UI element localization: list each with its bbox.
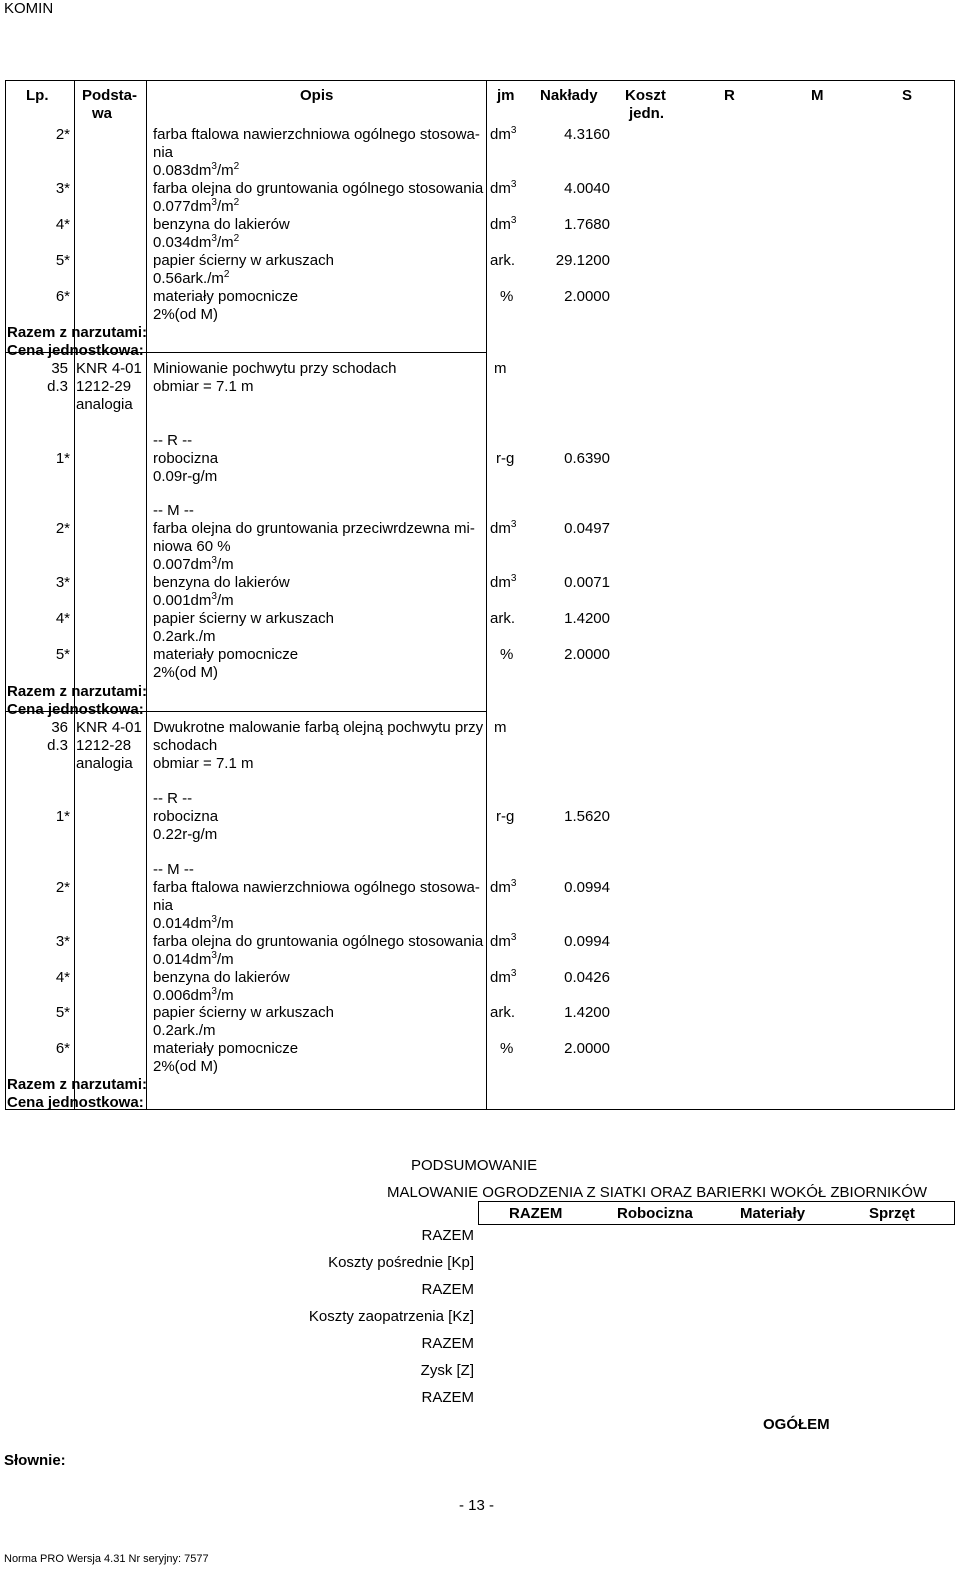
summary-title: PODSUMOWANIE [411,1157,538,1174]
position-number: 36 [51,719,68,736]
quantity: 0.0426 [564,969,610,986]
item-desc: farba ftalowa nawierzchniowa ogólnego stosowa- [153,879,480,896]
position-d: d.3 [47,378,68,395]
unit: $dm^3$ [490,179,517,197]
item-desc: benzyna do lakierów [153,969,290,986]
item-norm: $0.034dm^3/m^2$ [153,233,240,251]
razem-label: Razem z narzutami: [7,324,148,341]
lp: 4* [55,216,70,233]
item-desc-cont: nia [153,144,174,161]
quantity: 0.0994 [564,933,610,950]
item-desc: materiały pomocnicze [153,288,299,305]
summary-line: RAZEM [421,1281,474,1298]
summary-col-razem: RAZEM [509,1205,563,1222]
lp: 1* [55,450,70,467]
header-koszt: Koszt [625,87,666,104]
item-desc: farba olejna do gruntowania ogólnego stosowania [153,180,484,197]
razem-label: Razem z narzutami: [7,683,148,700]
lp: 5* [55,646,70,663]
header-opis: Opis [300,87,334,104]
lp: 1* [55,808,70,825]
summary-line: Zysk [Z] [420,1362,474,1379]
quantity: 2.0000 [564,288,610,305]
unit: $dm^3$ [490,878,517,896]
cena-label: Cena jednostkowa: [7,701,144,718]
item-desc: papier ścierny w arkuszach [153,252,334,269]
summary-col-materialy: Materiały [740,1205,806,1222]
unit: m [494,719,507,736]
unit: $dm^3$ [490,573,517,591]
lp: 6* [55,288,70,305]
section-r: -- R -- [153,432,193,449]
lp: 5* [55,1004,70,1021]
col-divider [486,81,487,1109]
knr-number: 1212-28 [76,737,132,754]
item-desc: robocizna [153,808,219,825]
item-norm: $0.083dm^3/m^2$ [153,161,240,179]
quantity: 2.0000 [564,1040,610,1057]
item-desc: robocizna [153,450,219,467]
lp: 2* [55,126,70,143]
item-norm: 0.22r-g/m [153,826,218,843]
header-koszt-2: jedn. [629,105,665,122]
summary-line: Koszty pośrednie [Kp] [328,1254,474,1271]
razem-label: Razem z narzutami: [7,1076,148,1093]
header-m: M [811,87,824,104]
header-r: R [724,87,735,104]
obmiar: obmiar = 7.1 m [153,378,254,395]
header-s: S [902,87,913,104]
item-norm: $0.014dm^3/m$ [153,914,234,932]
unit: % [500,646,514,663]
col-divider [74,81,75,1109]
header-jm: jm [497,87,515,104]
item-norm: 0.2ark./m [153,628,216,645]
quantity: 4.0040 [564,180,610,197]
item-norm: $0.007dm^3/m$ [153,555,234,573]
item-desc-cont: niowa 60 % [153,538,231,555]
summary-subtitle: MALOWANIE OGRODZENIA Z SIATKI ORAZ BARIERKI WOKÓŁ ZBIORNIKÓW [387,1184,928,1201]
item-desc: farba olejna do gruntowania przeciwrdzewna mi- [153,520,475,537]
lp: 4* [55,610,70,627]
item-norm: $0.006dm^3/m$ [153,986,234,1004]
item-norm: 2%(od M) [153,664,219,681]
unit: $dm^3$ [490,968,517,986]
item-desc: benzyna do lakierów [153,216,290,233]
unit: ark. [490,610,516,627]
item-desc: farba olejna do gruntowania ogólnego stosowania [153,933,484,950]
quantity: 0.0071 [564,574,610,591]
cena-label: Cena jednostkowa: [7,1094,144,1111]
footer-software: Norma PRO Wersja 4.31 Nr seryjny: 7577 [4,1553,209,1565]
knr-analogia: analogia [76,396,133,413]
unit: r-g [496,450,515,467]
position-desc-cont: schodach [153,737,218,754]
cost-table [5,80,955,1110]
item-desc: papier ścierny w arkuszach [153,1004,334,1021]
position-desc: Miniowanie pochwytu przy schodach [153,360,397,377]
section-r: -- R -- [153,790,193,807]
unit: $dm^3$ [490,519,517,537]
quantity: 0.6390 [564,450,610,467]
section-m: -- M -- [153,861,194,878]
quantity: 1.4200 [564,610,610,627]
quantity: 4.3160 [564,126,610,143]
quantity: 29.1200 [555,252,610,269]
summary-line: RAZEM [421,1335,474,1352]
lp: 5* [55,252,70,269]
unit: ark. [490,1004,516,1021]
knr-number: 1212-29 [76,378,132,395]
item-desc: materiały pomocnicze [153,1040,299,1057]
item-norm: 0.2ark./m [153,1022,216,1039]
item-norm: $0.001dm^3/m$ [153,591,234,609]
summary-line: Koszty zaopatrzenia [Kz] [308,1308,474,1325]
item-norm: 2%(od M) [153,1058,219,1075]
item-desc-cont: nia [153,897,174,914]
quantity: 0.0497 [564,520,610,537]
lp: 3* [55,933,70,950]
quantity: 1.4200 [564,1004,610,1021]
item-desc: papier ścierny w arkuszach [153,610,334,627]
item-desc: benzyna do lakierów [153,574,290,591]
item-norm: $0.077dm^3/m^2$ [153,197,240,215]
lp: 3* [55,180,70,197]
item-norm: 0.09r-g/m [153,468,218,485]
lp: 6* [55,1040,70,1057]
header-lp: Lp. [26,87,49,104]
unit: m [494,360,507,377]
page-number: - 13 - [459,1497,495,1514]
slownie-label: Słownie: [4,1452,66,1469]
position-number: 35 [51,360,68,377]
unit: ark. [490,252,516,269]
quantity: 2.0000 [564,646,610,663]
unit: % [500,1040,514,1057]
summary-col-robocizna: Robocizna [617,1205,693,1222]
knr-code: KNR 4-01 [76,360,142,377]
summary-line: RAZEM [421,1389,474,1406]
header-podstawa-2: wa [92,105,113,122]
quantity: 0.0994 [564,879,610,896]
knr-code: KNR 4-01 [76,719,142,736]
unit: $dm^3$ [490,932,517,950]
col-divider [146,81,147,1109]
quantity: 1.5620 [564,808,610,825]
header-podstawa: Podsta- [82,87,138,104]
summary-line: RAZEM [421,1227,474,1244]
cena-label: Cena jednostkowa: [7,342,144,359]
unit: $dm^3$ [490,215,517,233]
lp: 2* [55,879,70,896]
item-desc: farba ftalowa nawierzchniowa ogólnego stosowa- [153,126,480,143]
lp: 3* [55,574,70,591]
item-norm: $0.014dm^3/m$ [153,950,234,968]
obmiar: obmiar = 7.1 m [153,755,254,772]
summary-total: OGÓŁEM [763,1416,830,1433]
item-norm: $0.56ark./m^2$ [153,269,230,287]
lp: 4* [55,969,70,986]
lp: 2* [55,520,70,537]
summary-col-sprzet: Sprzęt [869,1205,915,1222]
item-norm: 2%(od M) [153,306,219,323]
knr-analogia: analogia [76,755,133,772]
unit: r-g [496,808,515,825]
position-desc: Dwukrotne malowanie farbą olejną pochwytu przy [153,719,484,736]
item-desc: materiały pomocnicze [153,646,299,663]
document-title: KOMIN [4,0,54,17]
quantity: 1.7680 [564,216,610,233]
position-d: d.3 [47,737,68,754]
section-m: -- M -- [153,502,194,519]
unit: $dm^3$ [490,125,517,143]
header-naklady: Nakłady [540,87,598,104]
unit: % [500,288,514,305]
